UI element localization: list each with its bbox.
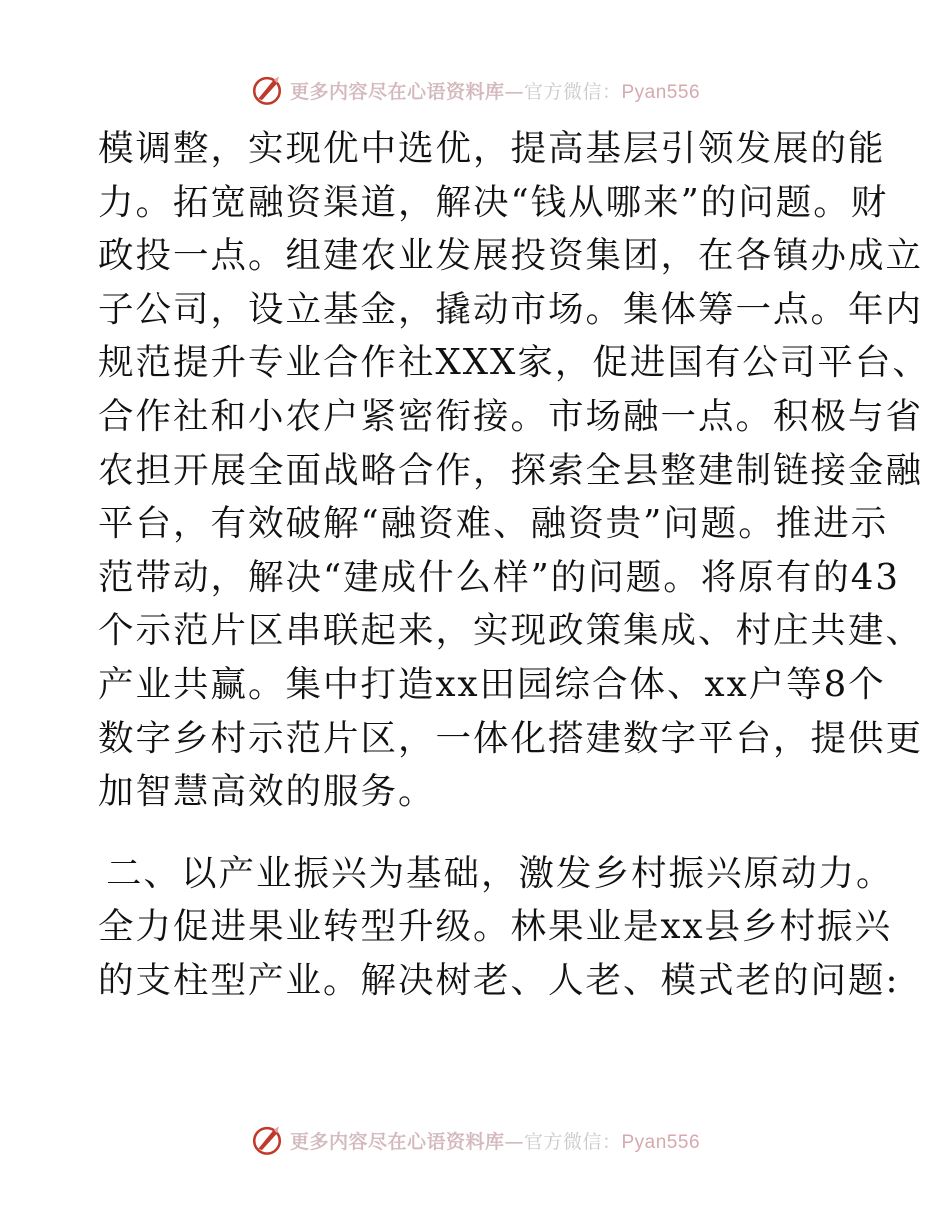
text-line: 数字乡村示范片区，一体化搭建数字平台，提供更 <box>98 717 924 759</box>
document-body <box>98 122 930 1008</box>
watermark-sub-text: 官方微信： <box>523 80 622 103</box>
text-line: 政投一点。组建农业发展投资集团，在各镇办成立 <box>98 235 924 277</box>
text-line: 子公司，设立基金，撬动市场。集体筹一点。年内 <box>98 288 924 330</box>
text-line: 加智慧高效的服务。 <box>98 771 436 813</box>
section-heading: 二、以产业振兴为基础，激发乡村振兴原动力。 <box>106 852 894 894</box>
text-line: 平台，有效破解“融资难、融资贵”问题。推进示 <box>98 503 889 545</box>
watermark-id: Pyan556 <box>621 81 701 103</box>
watermark-sub-text: 官方微信： <box>523 1130 622 1153</box>
watermark-main-text: 更多内容尽在心语资料库 <box>289 80 505 103</box>
watermark-separator: — <box>504 1130 524 1153</box>
watermark-separator: — <box>504 80 524 103</box>
text-line: 农担开展全面战略合作，探索全县整建制链接金融 <box>98 449 924 491</box>
text-line: 模调整，实现优中选优，提高基层引领发展的能 <box>98 128 886 169</box>
quill-logo-icon <box>250 1123 284 1157</box>
watermark-main-text: 更多内容尽在心语资料库 <box>289 1130 505 1153</box>
header-watermark <box>0 70 950 110</box>
text-line: 的支柱型产业。解决树老、人老、模式老的问题: <box>98 959 900 1001</box>
text-line: 全力促进果业转型升级。林果业是xx县乡村振兴 <box>98 906 893 948</box>
paragraph-gap <box>98 819 868 847</box>
footer-watermark <box>0 1120 950 1160</box>
quill-logo-icon <box>250 73 284 107</box>
text-line: 范带动，解决“建成什么样”的问题。将原有的43 <box>98 556 900 598</box>
text-line: 合作社和小农户紧密衔接。市场融一点。积极与省 <box>98 395 924 437</box>
watermark-id: Pyan556 <box>621 1131 701 1153</box>
text-line: 力。拓宽融资渠道，解决“钱从哪来”的问题。财 <box>98 181 889 223</box>
text-line: 个示范片区串联起来，实现政策集成、村庄共建、 <box>98 610 924 652</box>
text-line: 产业共赢。集中打造xx田园综合体、xx户等8个 <box>98 663 886 705</box>
text-line: 规范提升专业合作社XXX家，促进国有公司平台、 <box>98 342 930 384</box>
